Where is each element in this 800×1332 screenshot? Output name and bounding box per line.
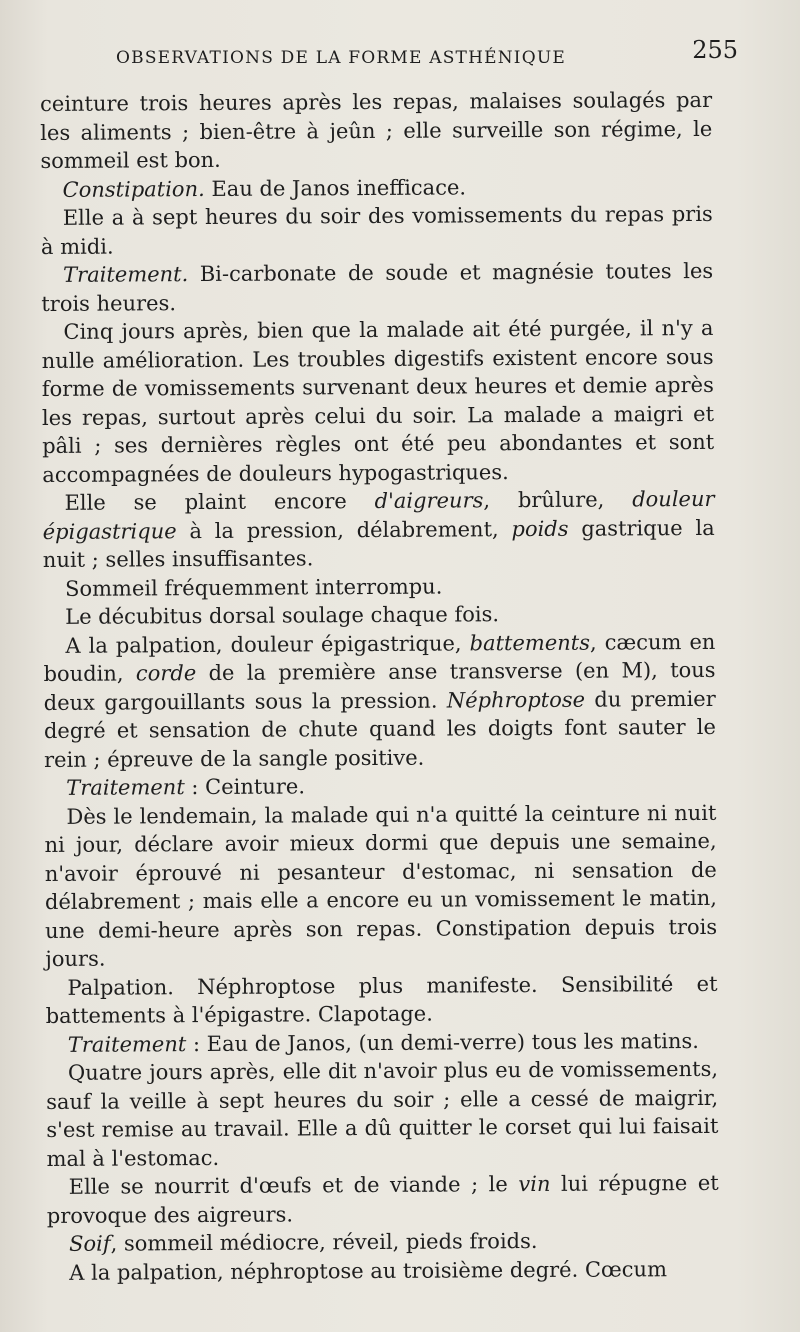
- italic-text-segment: d'aigreurs: [374, 488, 484, 513]
- text-segment: du premier degré et sensation de chute quand les doigts font sauter le rein ; épreuve de la sangle positive.: [43, 686, 716, 772]
- italic-text-segment: Soif: [68, 1231, 111, 1256]
- body-text: [40, 86, 719, 1287]
- text-segment: gastrique la nuit ; selles insuffisantes.: [42, 515, 715, 572]
- running-head: OBSERVATIONS DE LA FORME ASTHÉNIQUE: [116, 48, 566, 68]
- text-segment: Eau de Janos inefficace.: [204, 174, 467, 201]
- paragraph: [40, 86, 713, 176]
- paragraph: [44, 770, 716, 803]
- italic-text-segment: Traitement.: [63, 262, 189, 287]
- paragraph: [44, 798, 717, 973]
- text-segment: : Ceinture.: [184, 774, 306, 800]
- text-segment: : Eau de Janos, (un demi-verre) tous les matins.: [186, 1028, 700, 1056]
- paragraph: [46, 1026, 718, 1059]
- text-segment: , brûlure,: [483, 487, 633, 513]
- paragraph: [41, 200, 713, 261]
- italic-text-segment: Traitement: [67, 1031, 187, 1057]
- paragraph: [41, 314, 714, 489]
- paragraph: [45, 969, 717, 1030]
- text-segment: Elle se plaint encore: [64, 488, 375, 515]
- text-segment: Cinq jours après, bien que la malade ait été purgée, il n'y a nulle amélioration. Les troubles digestifs existent encore sous forme de vomissements survenant deux heures et demie après les repas, surtout après celui du soir. La malade a maigri et pâli ; ses dernières règles ont été peu abondantes et sont accompagnées de douleurs hypogastriques.: [41, 315, 715, 487]
- text-segment: , cæcum en boudin,: [43, 629, 716, 686]
- text-segment: A la palpation, douleur épigastrique,: [65, 630, 470, 658]
- paragraph: [47, 1254, 719, 1287]
- paragraph: [47, 1169, 719, 1230]
- page-header: [60, 36, 740, 76]
- text-segment: , sommeil médiocre, réveil, pieds froids.: [110, 1228, 538, 1256]
- paragraph: [41, 257, 713, 318]
- italic-text-segment: vin: [518, 1171, 551, 1197]
- paragraph: [43, 570, 715, 603]
- text-segment: à la pression, délabrement,: [176, 516, 512, 543]
- text-segment: de la première anse transverse (en M), tous deux gargouillants sous la pression.: [43, 657, 716, 715]
- text-segment: ceinture trois heures après les repas, malaises soulagés par les aliments ; bien-être à jeûn ; elle surveille son régime, le sommeil est bon.: [40, 87, 713, 173]
- text-segment: Dès le lendemain, la malade qui n'a quitté la ceinture ni nuit ni jour, déclare avoir mieux dormi que depuis une semaine, n'avoir éprouvé ni pesanteur d'estomac, ni sensation de délabrement ; mais elle a encore eu un vomissement le matin, une demi-heure après son repas. Constipation depuis trois jours.: [44, 800, 718, 971]
- paragraph: [43, 599, 715, 632]
- paragraph: [46, 1055, 719, 1173]
- text-segment: Le décubitus dorsal soulage chaque fois.: [65, 602, 500, 629]
- text-segment: Elle a à sept heures du soir des vomissements du repas pris à midi.: [40, 201, 713, 259]
- italic-text-segment: douleur épigastrique: [42, 486, 715, 544]
- paragraph: [43, 627, 716, 774]
- page-number: 255: [692, 36, 738, 64]
- text-segment: Quatre jours après, elle dit n'avoir plus eu de vomissements, sauf la veille à sept heures du soir ; elle a cessé de maigrir, s'est remise au travail. Elle a dû quitter le corset qui lui faisait mal à l'estomac.: [46, 1056, 719, 1171]
- paragraph: [47, 1226, 719, 1259]
- text-segment: Palpation. Néphroptose plus manifeste. Sensibilité et battements à l'épigastre. Clapotage.: [45, 971, 718, 1028]
- italic-text-segment: poids: [511, 516, 569, 541]
- text-segment: Elle se nourrit d'œufs et de viande ; le: [68, 1172, 519, 1199]
- paragraph: [41, 171, 713, 204]
- italic-text-segment: corde: [135, 661, 197, 686]
- paragraph: [42, 485, 715, 575]
- italic-text-segment: Constipation.: [62, 176, 205, 202]
- text-segment: Sommeil fréquemment interrompu.: [64, 574, 443, 601]
- text-segment: lui répugne et provoque des aigreurs.: [46, 1170, 719, 1228]
- italic-text-segment: battements: [469, 630, 591, 655]
- italic-text-segment: Néphroptose: [446, 687, 586, 713]
- italic-text-segment: Traitement: [66, 775, 185, 800]
- text-segment: A la palpation, néphroptose au troisième degré. Cœcum: [69, 1256, 668, 1285]
- text-segment: Bi-carbonate de soude et magnésie toutes les trois heures.: [41, 258, 714, 316]
